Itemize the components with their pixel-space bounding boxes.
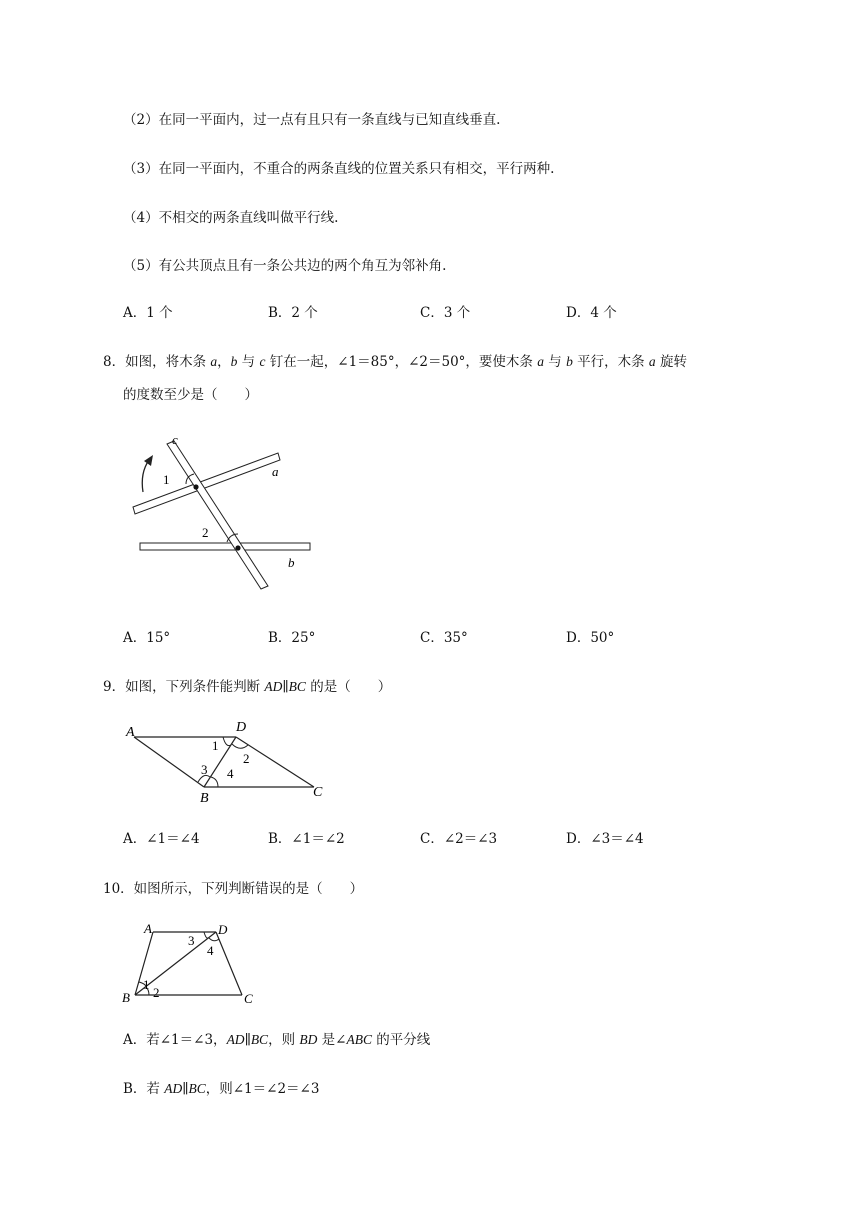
- q7-option-c[interactable]: C．3 个: [420, 305, 471, 321]
- nail-2: [235, 545, 240, 550]
- q8-figure: [120, 430, 330, 600]
- label-B: B: [122, 990, 130, 1005]
- label-A: A: [126, 725, 135, 740]
- q8-stem-line2: 的度数至少是（ ）: [123, 387, 258, 403]
- q10-stem: 10．如图所示，下列判断错误的是（ ）: [103, 881, 364, 897]
- label-angle-3: 3: [201, 762, 208, 777]
- angle-2-arc: [232, 744, 248, 748]
- label-C: C: [244, 991, 253, 1006]
- q8-option-c[interactable]: C．35°: [420, 630, 468, 646]
- q7-option-a[interactable]: A．1 个: [123, 305, 173, 321]
- q8-option-a[interactable]: A．15°: [123, 630, 171, 646]
- q9-figure: [120, 716, 340, 806]
- statement-2: （2）在同一平面内，过一点有且只有一条直线与已知直线垂直.: [123, 112, 501, 128]
- label-angle-1: 1: [143, 977, 150, 992]
- label-C: C: [313, 785, 323, 800]
- label-angle-4: 4: [227, 766, 234, 781]
- statement-4: （4）不相交的两条直线叫做平行线.: [123, 210, 339, 226]
- stick-b: [140, 543, 310, 550]
- label-angle-1: 1: [212, 738, 219, 753]
- label-c: c: [172, 432, 178, 447]
- label-B: B: [200, 791, 209, 806]
- q10-figure: [118, 918, 268, 1008]
- q7-option-b[interactable]: B．2 个: [268, 305, 318, 321]
- nail-1: [193, 484, 198, 489]
- rotation-arrow: [142, 460, 149, 492]
- label-D: D: [236, 720, 247, 735]
- statement-5: （5）有公共顶点且有一条公共边的两个角互为邻补角.: [123, 258, 447, 274]
- angle-4-arc: [209, 938, 219, 941]
- label-b: b: [288, 555, 295, 570]
- segment-ab: [134, 737, 204, 787]
- q9-stem: 9．如图，下列条件能判断 AD∥BC 的是（ ）: [103, 679, 392, 695]
- q9-option-c[interactable]: C．∠2＝∠3: [420, 831, 498, 847]
- label-a: a: [272, 464, 279, 479]
- q10-option-b[interactable]: B．若 AD∥BC，则∠1＝∠2＝∠3: [123, 1081, 320, 1097]
- q9-option-a[interactable]: A．∠1＝∠4: [123, 831, 200, 847]
- segment-dc: [216, 932, 242, 995]
- angle-3-arc: [204, 932, 208, 938]
- angle-1-arc: [223, 737, 231, 746]
- q9-option-d[interactable]: D．∠3＝∠4: [566, 831, 644, 847]
- label-angle-2: 2: [243, 751, 250, 766]
- label-angle-1: 1: [163, 472, 170, 487]
- label-angle-3: 3: [188, 933, 195, 948]
- q8-option-b[interactable]: B．25°: [268, 630, 316, 646]
- angle-4-arc: [211, 777, 218, 787]
- label-angle-4: 4: [207, 943, 214, 958]
- label-angle-2: 2: [202, 525, 209, 540]
- label-A: A: [144, 921, 152, 936]
- q8-option-d[interactable]: D．50°: [566, 630, 615, 646]
- q9-option-b[interactable]: B．∠1＝∠2: [268, 831, 345, 847]
- statement-3: （3）在同一平面内，不重合的两条直线的位置关系只有相交，平行两种.: [123, 161, 555, 177]
- rotation-arrowhead: [144, 455, 153, 466]
- label-angle-2: 2: [153, 985, 160, 1000]
- q10-option-a[interactable]: A．若∠1＝∠3，AD∥BC，则 BD 是∠ABC 的平分线: [123, 1032, 431, 1048]
- q8-stem-line1: 8．如图，将木条 a，b 与 c 钉在一起，∠1＝85°，∠2＝50°，要使木条 a 与 b 平行，木条 a 旋转: [103, 354, 687, 370]
- label-D: D: [218, 922, 228, 937]
- q7-option-d[interactable]: D．4 个: [566, 305, 617, 321]
